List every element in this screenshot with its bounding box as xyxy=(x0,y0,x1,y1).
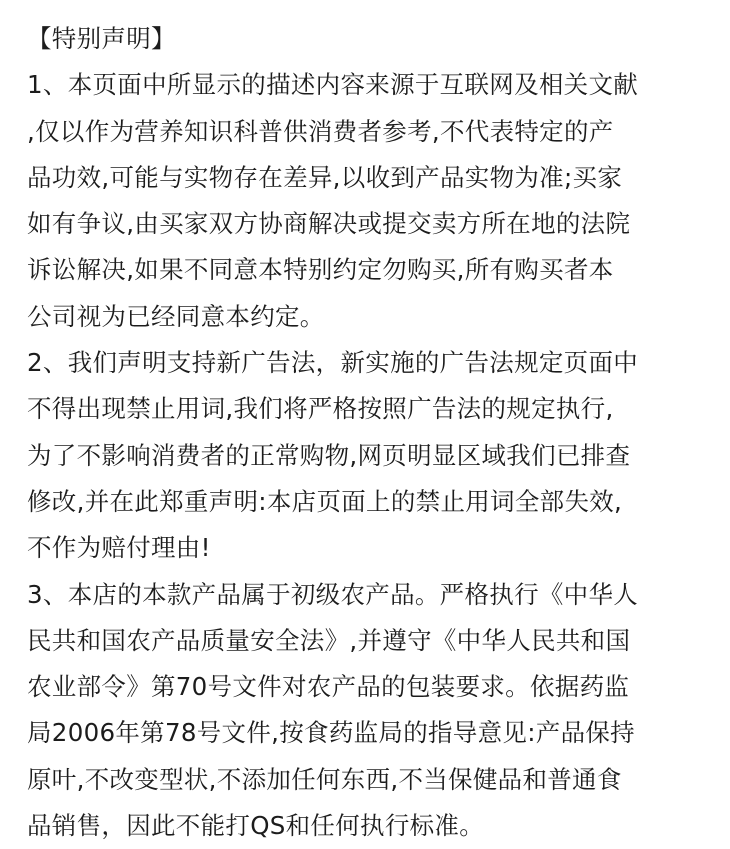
statement-line: 品销售，因此不能打QS和任何执行标准。 xyxy=(27,811,485,841)
statement-line: 修改,并在此郑重声明:本店页面上的禁止用词全部失效, xyxy=(27,486,623,516)
statement-heading: 【特别声明】 xyxy=(27,24,176,53)
statement-line: 为了不影响消费者的正常购物,网页明显区域我们已排查 xyxy=(27,440,631,470)
statement-line: 诉讼解决,如果不同意本特别约定勿购买,所有购买者本 xyxy=(27,255,614,285)
statement-line: 品功效,可能与实物存在差异,以收到产品实物为准;买家 xyxy=(27,162,623,192)
statement-line: 局2006年第78号文件,按食药监局的指导意见:产品保持 xyxy=(27,718,635,748)
statement-line: 1、本页面中所显示的描述内容来源于互联网及相关文献 xyxy=(27,70,639,100)
statement-line: 农业部令》第70号文件对农产品的包装要求。依据药监 xyxy=(27,672,630,702)
statement-line: 公司视为已经同意本约定。 xyxy=(27,301,325,331)
statement-line: 不作为赔付理由! xyxy=(27,533,211,563)
special-statement xyxy=(27,16,717,849)
statement-line: 民共和国农产品质量安全法》,并遵守《中华人民共和国 xyxy=(27,625,631,655)
statement-line: 3、本店的本款产品属于初级农产品。严格执行《中华人 xyxy=(27,579,639,609)
statement-line: 不得出现禁止用词,我们将严格按照广告法的规定执行, xyxy=(27,394,614,424)
statement-line: 2、我们声明支持新广告法，新实施的广告法规定页面中 xyxy=(27,348,639,378)
statement-line: 原叶,不改变型状,不添加任何东西,不当保健品和普通食 xyxy=(27,764,622,794)
statement-line: ,仅以作为营养知识科普供消费者参考,不代表特定的产 xyxy=(27,116,614,146)
statement-line: 如有争议,由买家双方协商解决或提交卖方所在地的法院 xyxy=(27,209,631,239)
